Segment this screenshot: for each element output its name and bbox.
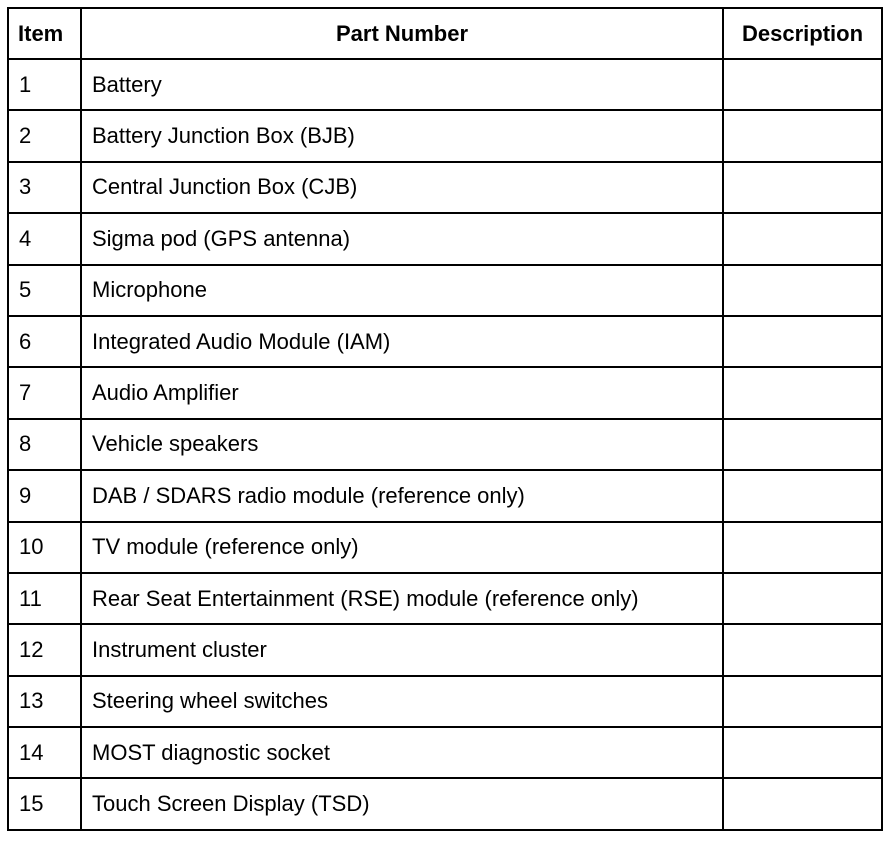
table-row [8,162,882,213]
description-cell [723,110,882,161]
table-row [8,367,882,418]
item-cell: 3 [8,162,81,213]
part-number-cell: Sigma pod (GPS antenna) [81,213,723,264]
item-cell: 4 [8,213,81,264]
description-cell [723,624,882,675]
description-cell [723,727,882,778]
item-cell: 12 [8,624,81,675]
item-cell: 13 [8,676,81,727]
description-cell [723,213,882,264]
part-number-cell: Central Junction Box (CJB) [81,162,723,213]
part-number-cell: Battery [81,59,723,110]
header-row [8,8,882,59]
table-row [8,419,882,470]
item-cell: 9 [8,470,81,521]
table-row [8,110,882,161]
part-number-cell: Rear Seat Entertainment (RSE) module (reference only) [81,573,723,624]
parts-table [7,7,883,831]
description-cell [723,316,882,367]
description-cell [723,59,882,110]
part-number-cell: Audio Amplifier [81,367,723,418]
item-cell: 7 [8,367,81,418]
part-number-cell: Microphone [81,265,723,316]
item-cell: 10 [8,522,81,573]
part-number-cell: Battery Junction Box (BJB) [81,110,723,161]
table-row [8,265,882,316]
description-cell [723,470,882,521]
header-description: Description [723,8,882,59]
description-cell [723,778,882,829]
table-row [8,778,882,829]
description-cell [723,419,882,470]
item-cell: 5 [8,265,81,316]
part-number-cell: Integrated Audio Module (IAM) [81,316,723,367]
description-cell [723,676,882,727]
table-row [8,727,882,778]
table-row [8,316,882,367]
description-cell [723,522,882,573]
table-row [8,573,882,624]
table-row [8,59,882,110]
item-cell: 8 [8,419,81,470]
part-number-cell: TV module (reference only) [81,522,723,573]
item-cell: 11 [8,573,81,624]
part-number-cell: Vehicle speakers [81,419,723,470]
item-cell: 6 [8,316,81,367]
description-cell [723,573,882,624]
table-row [8,470,882,521]
description-cell [723,162,882,213]
part-number-cell: DAB / SDARS radio module (reference only) [81,470,723,521]
part-number-cell: Instrument cluster [81,624,723,675]
description-cell [723,367,882,418]
part-number-cell: Steering wheel switches [81,676,723,727]
description-cell [723,265,882,316]
table-row [8,676,882,727]
table-row [8,522,882,573]
item-cell: 15 [8,778,81,829]
part-number-cell: Touch Screen Display (TSD) [81,778,723,829]
table-row [8,624,882,675]
header-item: Item [8,8,81,59]
part-number-cell: MOST diagnostic socket [81,727,723,778]
item-cell: 2 [8,110,81,161]
table-row [8,213,882,264]
item-cell: 14 [8,727,81,778]
item-cell: 1 [8,59,81,110]
header-part-number: Part Number [81,8,723,59]
